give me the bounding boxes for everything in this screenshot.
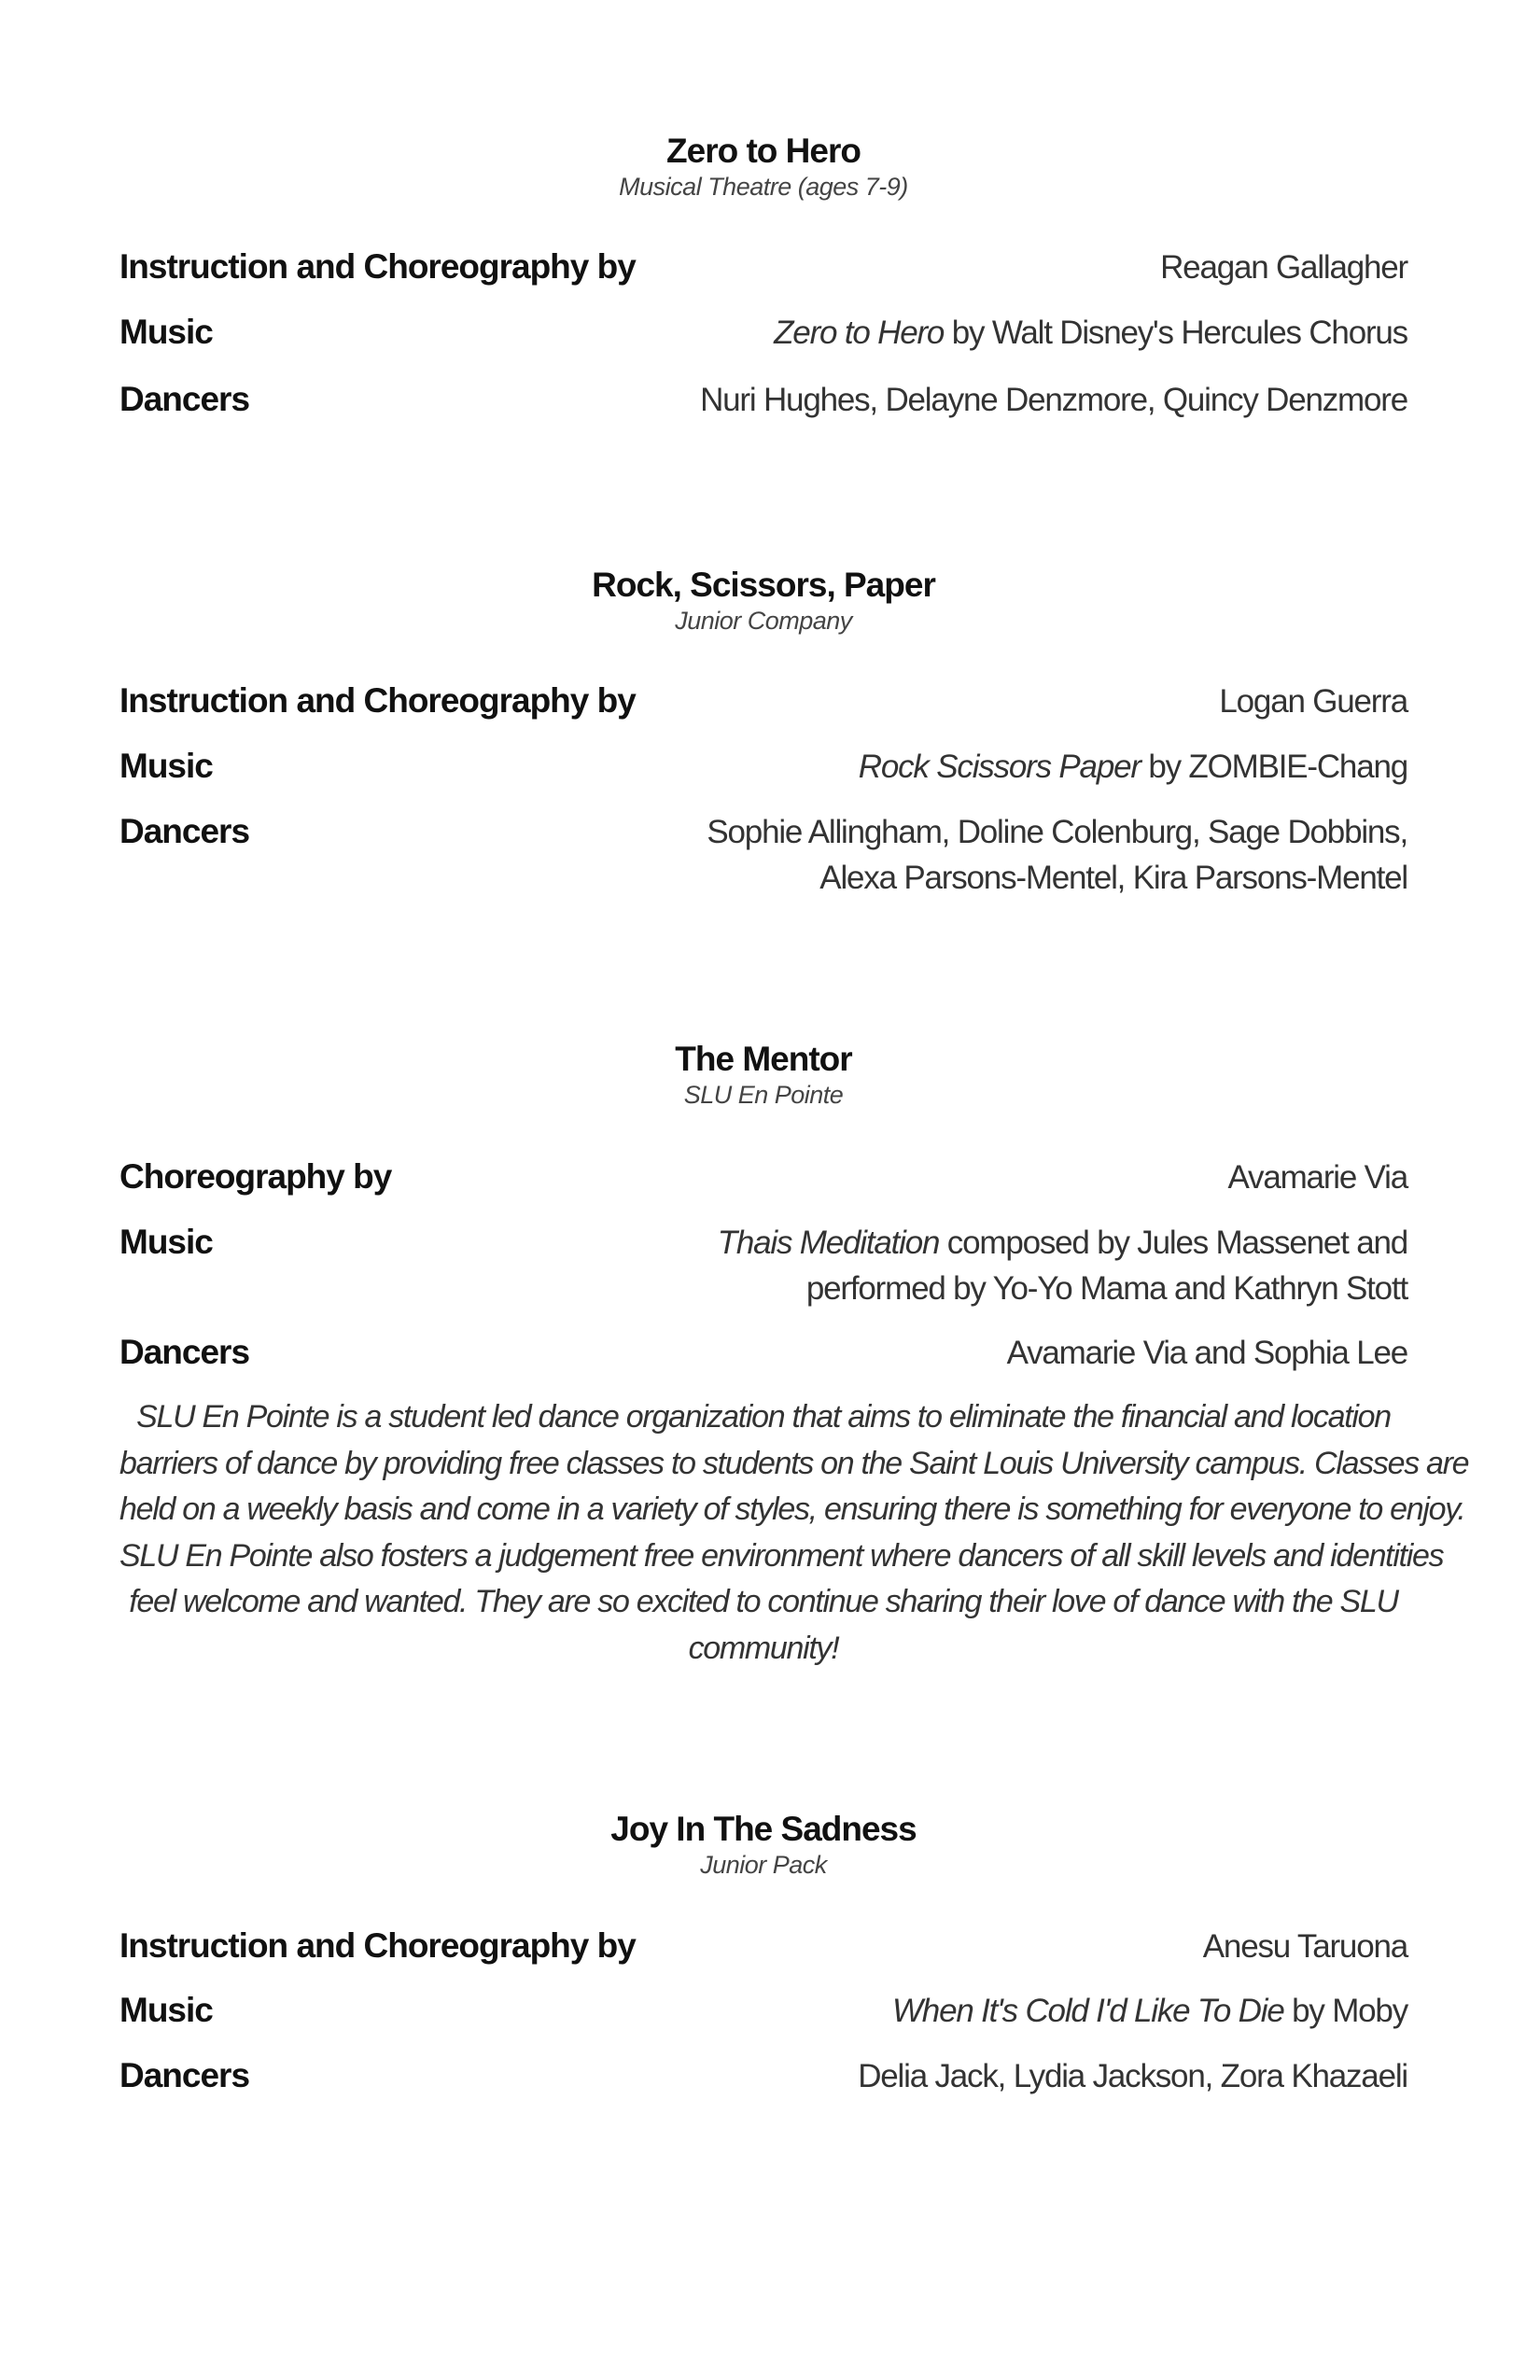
song-artist: by Moby: [1283, 1993, 1407, 2029]
credit-label: Music: [119, 313, 213, 351]
piece-header: [119, 131, 1407, 202]
credit-value: [859, 744, 1407, 790]
credit-value: [707, 809, 1407, 901]
credit-label: Music: [119, 1223, 213, 1261]
blurb-line: SLU En Pointe is a student led dance organization that aims to eliminate the financial and location: [136, 1399, 1391, 1435]
piece-title: Joy In The Sadness: [610, 1810, 917, 1848]
blurb-line: feel welcome and wanted. They are so excited to continue sharing their love of dance with the SLU: [129, 1584, 1398, 1619]
blurb-line: community!: [688, 1630, 839, 1666]
piece-subtitle: Junior Company: [675, 607, 852, 635]
dancers-line: Alexa Parsons-Mentel, Kira Parsons-Mentel: [819, 860, 1407, 896]
piece-title: Zero to Hero: [666, 132, 861, 170]
credit-value: Reagan Gallagher: [1160, 249, 1407, 286]
music-line: [718, 1220, 1407, 1266]
credit-label: Music: [119, 747, 213, 785]
credit-value: [858, 2053, 1407, 2099]
piece-rock-scissors-paper: [119, 565, 1407, 910]
piece-header: [119, 1039, 1407, 1110]
credit-label: Dancers: [119, 1333, 250, 1371]
credit-label: Instruction and Choreography by: [119, 681, 636, 720]
piece-title: Rock, Scissors, Paper: [592, 566, 935, 604]
credit-value: [700, 377, 1407, 423]
blurb-line: barriers of dance by providing free classes to students on the Saint Louis University campus. Classes are: [119, 1445, 1469, 1481]
blurb-line: held on a weekly basis and come in a variety of styles, ensuring there is something for everyone to enjoy.: [119, 1491, 1465, 1527]
credit-label: Instruction and Choreography by: [119, 1926, 636, 1965]
credit-value: Logan Guerra: [1219, 683, 1407, 720]
song-composer: composed by Jules Massenet and: [939, 1225, 1407, 1261]
song-title: When It's Cold I'd Like To Die: [891, 1993, 1284, 2029]
piece-joy-in-the-sadness: [119, 1809, 1407, 2117]
piece-subtitle: SLU En Pointe: [683, 1081, 844, 1109]
dancers-line: Delia Jack, Lydia Jackson, Zora Khazaeli: [858, 2058, 1407, 2094]
piece-subtitle: Musical Theatre (ages 7-9): [619, 173, 908, 201]
credit-value: Avamarie Via: [1227, 1159, 1407, 1196]
organization-blurb: [119, 1394, 1469, 1672]
credit-value: Anesu Taruona: [1202, 1928, 1407, 1965]
song-artist: by Walt Disney's Hercules Chorus: [944, 315, 1407, 351]
credit-value: [892, 1988, 1407, 2034]
piece-subtitle: Junior Pack: [700, 1851, 827, 1879]
piece-zero-to-hero: [119, 131, 1407, 439]
piece-the-mentor: [119, 1039, 1469, 1673]
song-artist: by ZOMBIE-Chang: [1140, 749, 1407, 785]
song-title: Zero to Hero: [774, 315, 945, 351]
credit-value: [718, 1220, 1407, 1311]
credit-value: [1007, 1330, 1407, 1376]
song-title: Thais Meditation: [717, 1225, 940, 1261]
dancers-line: Avamarie Via and Sophia Lee: [1006, 1335, 1407, 1371]
credit-label: Dancers: [119, 380, 250, 418]
piece-header: [119, 1809, 1407, 1880]
piece-header: [119, 565, 1407, 636]
blurb-line: SLU En Pointe also fosters a judgement free environment where dancers of all skill levels and identities: [119, 1537, 1444, 1574]
dancers-line: Sophie Allingham, Doline Colenburg, Sage Dobbins,: [707, 814, 1407, 850]
credit-label: Dancers: [119, 2056, 250, 2094]
piece-title: The Mentor: [675, 1040, 852, 1078]
credit-label: Instruction and Choreography by: [119, 247, 636, 286]
credit-value: [774, 310, 1407, 356]
credit-label: Music: [119, 1991, 213, 2029]
credit-label: Choreography by: [119, 1157, 392, 1196]
music-line-performer: performed by Yo-Yo Mama and Kathryn Stott: [805, 1270, 1407, 1307]
song-title: Rock Scissors Paper: [858, 749, 1141, 785]
dancers-line: Nuri Hughes, Delayne Denzmore, Quincy Denzmore: [700, 382, 1407, 418]
credit-label: Dancers: [119, 812, 250, 850]
